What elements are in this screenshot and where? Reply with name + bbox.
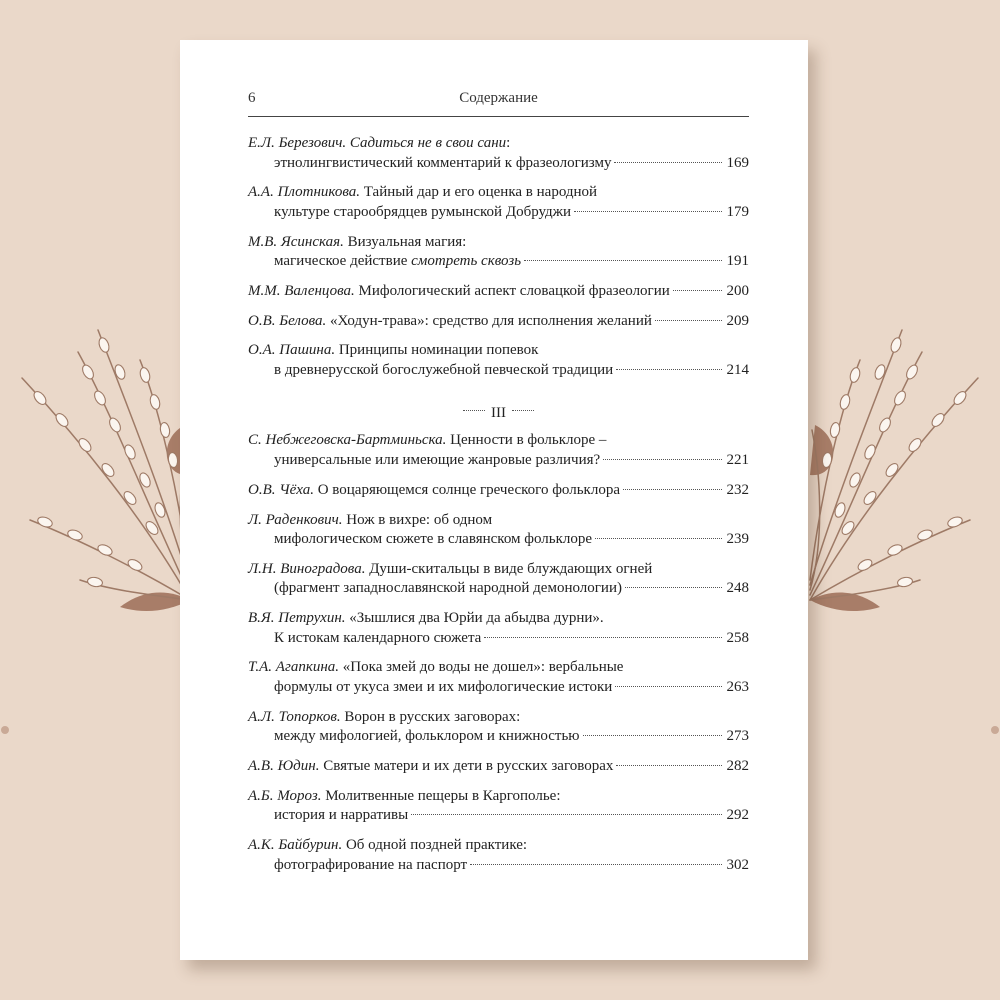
entry-text [274,203,571,223]
dot-leader [411,814,721,815]
entry-line [248,609,749,629]
entry-title-segment: в древнерусской богослужебной певческой традиции [274,361,614,378]
entry-line [248,560,749,580]
entry-line [248,481,749,501]
entry-text [274,451,600,471]
entry-text [248,757,613,777]
entry-title-segment: мифологическом сюжете в славянском фольклоре [274,531,593,548]
entry-text [248,312,652,332]
entry-line [248,183,749,203]
entry-text [274,530,592,550]
toc-entry[interactable] [248,183,749,222]
entry-title-segment: : [506,135,511,151]
entry-title-segment: Садиться не в свои сани [349,135,507,151]
entry-title-segment: культуре старообрядцев румынской Добруджи [274,203,572,220]
dot-leader [524,260,721,261]
entry-title-segment: «Пока змей до воды не дошел»: вербальные [342,659,624,676]
divider-dots-right [512,410,534,411]
entry-line [248,757,749,777]
entry-title-segment: «Зышлися два Юрйи да абыдва дурни». [349,610,604,627]
entry-text [274,154,611,174]
entry-line [248,806,749,826]
entry-title-segment: смотреть сквозь [411,253,522,270]
divider-dots-left [463,410,485,411]
dot-leader [623,489,722,490]
dot-leader [484,637,721,638]
entry-line [248,708,749,728]
entry-line [248,282,749,302]
entry-author: О.В. Белова. [248,312,327,329]
entry-page-number: 273 [726,728,749,745]
entry-line [248,154,749,174]
entry-title-segment: Ворон в русских заговорах: [344,708,521,725]
entry-title-segment: универсальные или имеющие жанровые различия? [274,451,601,468]
entry-title-segment: формулы от укуса змеи и их мифологические истоки [274,678,613,695]
entry-title-segment: магическое действие [274,253,412,270]
entry-page-number: 232 [726,481,749,498]
entry-title-segment: Принципы номинации попевок [338,342,539,359]
toc-entry[interactable] [248,312,749,332]
entry-line [248,134,749,154]
entry-text [248,512,492,528]
dot-leader [616,765,721,766]
entry-text [248,788,561,804]
toc-section-iii [248,431,749,875]
dot-leader [655,320,722,321]
entry-page-number: 209 [726,312,749,329]
toc-section-ii-tail [248,134,749,380]
entry-line [248,341,749,361]
dot-leader [574,211,721,212]
entry-page-number: 191 [726,253,749,270]
entry-author: С. Небжеговска-Бартминьска. [248,432,447,449]
entry-page-number: 248 [726,580,749,597]
entry-line [248,629,749,649]
section-label: III [491,405,506,422]
entry-text [248,234,466,250]
entry-text [248,561,652,577]
entry-title-segment: история и нарративы [274,807,409,824]
entry-line [248,233,749,253]
entry-text [248,135,510,151]
entry-author: М.В. Ясинская. [248,233,344,250]
entry-title-segment: «Ходун-трава»: средство для исполнения желаний [330,312,652,329]
entry-page-number: 258 [726,629,749,646]
entry-text [274,361,613,381]
entry-author: Л. Раденкович. [248,511,343,528]
entry-author: А.Л. Топорков. [248,708,341,725]
page-header [248,90,749,117]
entry-page-number: 302 [726,856,749,873]
entry-line [248,787,749,807]
entry-text [248,432,606,448]
table-of-contents [248,134,749,885]
toc-entry[interactable] [248,233,749,272]
entry-line [248,678,749,698]
dot-leader [583,735,722,736]
entry-line [248,856,749,876]
section-divider [248,405,749,422]
entry-author: М.М. Валенцова. [248,282,355,299]
entry-title-segment: О воцаряющемся солнце греческого фольклора [317,481,620,498]
page-number: 6 [248,90,256,106]
entry-text [248,282,670,302]
entry-author: А.Б. Мороз. [248,787,322,804]
entry-author: А.А. Плотникова. [248,184,361,201]
running-title: Содержание [459,90,538,106]
entry-title-segment: Молитвенные пещеры в Каргополье: [325,787,561,804]
entry-line [248,530,749,550]
entry-title-segment: Нож в вихре: об одном [346,511,493,528]
entry-author: А.К. Байбурин. [248,837,343,854]
entry-line [248,579,749,599]
entry-author: Е.Л. Березович. [248,135,347,151]
entry-title-segment: Святые матери и их дети в русских заговорах [323,758,614,775]
entry-title-segment: этнолингвистический комментарий к фразеологизму [274,154,612,171]
entry-text [274,727,580,747]
dot-leader [616,369,721,370]
dot-leader [470,864,721,865]
entry-title-segment: фотографирование на паспорт [274,856,468,873]
entry-line [248,431,749,451]
entry-text [274,629,481,649]
entry-title-segment: Тайный дар и его оценка в народной [363,184,598,201]
entry-title-segment: К истокам календарного сюжета [274,629,482,646]
dot-leader [615,686,721,687]
entry-page-number: 282 [726,758,749,775]
entry-page-number: 292 [726,807,749,824]
entry-text [248,184,597,200]
toc-entry[interactable] [248,757,749,777]
toc-entry[interactable] [248,134,749,173]
entry-line [248,252,749,272]
toc-entry[interactable] [248,787,749,826]
entry-text [248,342,538,358]
dot-leader [614,162,721,163]
entry-page-number: 221 [726,451,749,468]
entry-author: А.В. Юдин. [248,758,320,775]
entry-text [248,659,623,675]
entry-text [248,610,604,626]
entry-page-number: 214 [726,361,749,378]
entry-page-number: 169 [726,154,749,171]
entry-title-segment: между мифологией, фольклором и книжностью [274,728,580,745]
entry-line [248,727,749,747]
entry-text [274,252,521,272]
entry-author: Т.А. Агапкина. [248,659,340,676]
entry-text [274,856,467,876]
entry-text [248,837,527,853]
entry-line [248,836,749,856]
entry-text [248,481,620,501]
entry-author: О.А. Пашина. [248,342,336,359]
entry-text [274,806,408,826]
entry-author: Л.Н. Виноградова. [248,560,366,577]
dot-leader [625,587,722,588]
dot-leader [673,290,722,291]
dot-leader [603,459,721,460]
entry-line [248,451,749,471]
entry-page-number: 239 [726,531,749,548]
entry-title-segment: Визуальная магия: [347,233,467,250]
toc-entry[interactable] [248,560,749,599]
toc-entry[interactable] [248,341,749,380]
entry-text [274,678,612,698]
toc-entry[interactable] [248,431,749,470]
entry-page-number: 179 [726,203,749,220]
entry-line [248,312,749,332]
entry-author: О.В. Чёха. [248,481,314,498]
toc-entry[interactable] [248,658,749,697]
toc-entry[interactable] [248,481,749,501]
entry-page-number: 200 [726,282,749,299]
entry-text [248,709,520,725]
entry-page-number: 263 [726,678,749,695]
entry-author: В.Я. Петрухин. [248,610,346,627]
toc-entry[interactable] [248,609,749,648]
entry-line [248,658,749,678]
toc-entry[interactable] [248,282,749,302]
entry-title-segment: Души-скитальцы в виде блуждающих огней [369,560,653,577]
toc-entry[interactable] [248,511,749,550]
entry-line [248,361,749,381]
entry-title-segment: Ценности в фольклоре – [450,432,607,449]
toc-entry[interactable] [248,708,749,747]
entry-title-segment: (фрагмент западнославянской народной демонологии) [274,580,622,597]
entry-line [248,203,749,223]
book-page [180,40,808,960]
entry-text [274,579,622,599]
entry-title-segment: Мифологический аспект словацкой фразеологии [358,282,670,299]
entry-title-segment: Об одной поздней практике: [345,837,528,854]
toc-entry[interactable] [248,836,749,875]
entry-line [248,511,749,531]
dot-leader [595,538,721,539]
